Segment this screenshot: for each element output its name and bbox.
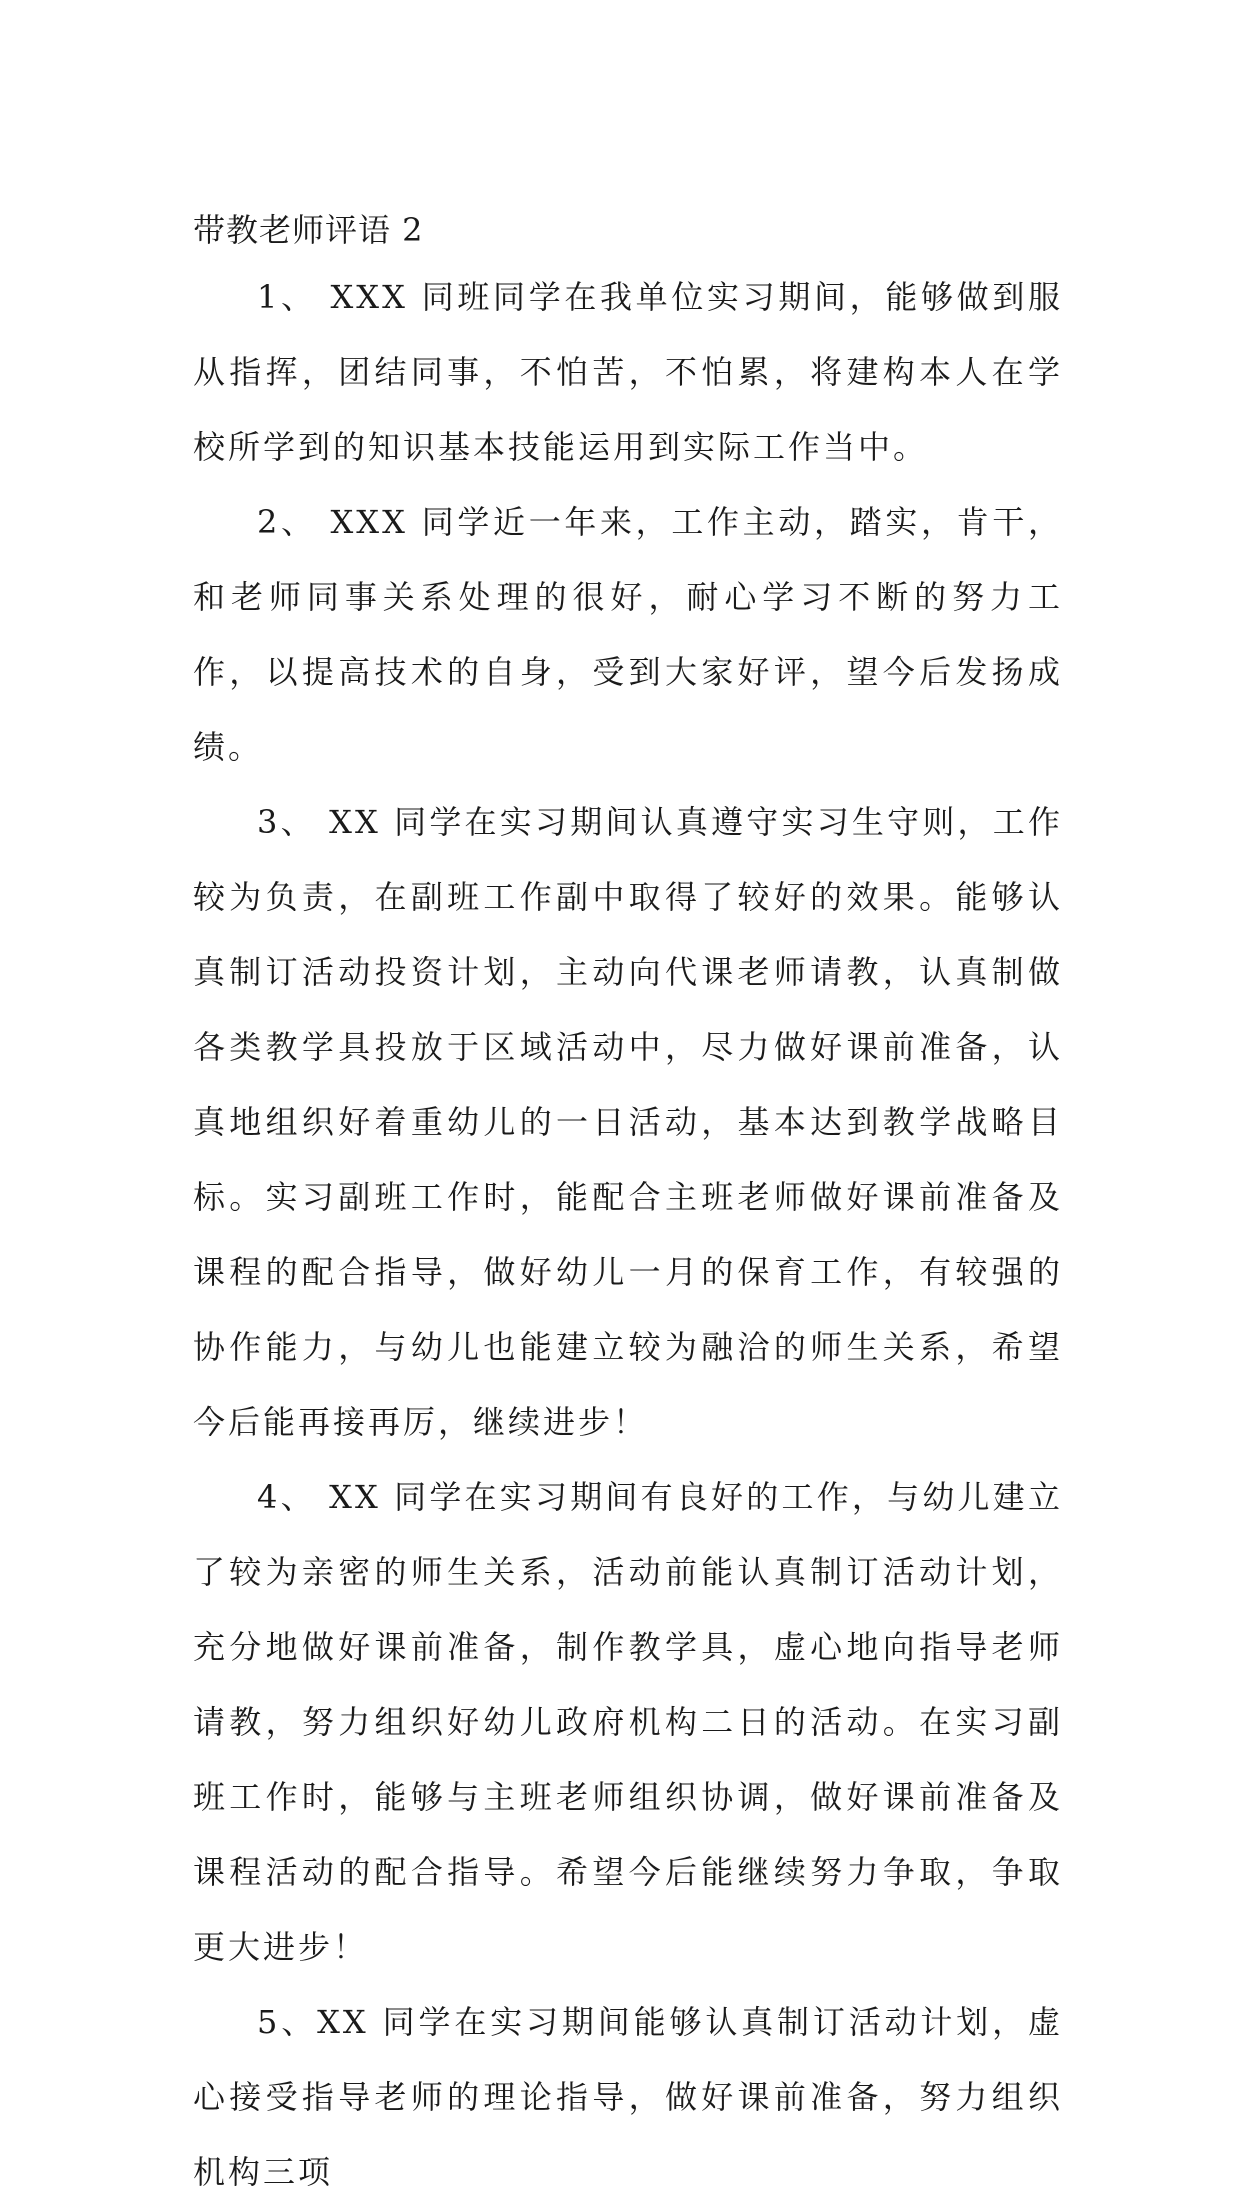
document-title: 带教老师评语 2 — [193, 211, 424, 249]
document-page — [193, 210, 1063, 2210]
paragraph-4: 4、 XX 同学在实习期间有良好的工作，与幼儿建立了较为亲密的师生关系，活动前能认真制订活动计划，充分地做好课前准备，制作教学具，虚心地向指导老师请教，努力组织好幼儿政府机构二日的活动。在实习副班工作时，能够与主班老师组织协调，做好课前准备及课程活动的配合指导。希望今后能继续努力争取，争取更大进步！ — [193, 1478, 1063, 1966]
paragraph-5: 5、XX 同学在实习期间能够认真制订活动计划，虚心接受指导老师的理论指导，做好课前准备，努力组织机构三项 — [193, 2003, 1063, 2191]
paragraph-1: 1、 XXX 同班同学在我单位实习期间，能够做到服从指挥，团结同事，不怕苦，不怕累，将建构本人在学校所学到的知识基本技能运用到实际工作当中。 — [193, 278, 1063, 466]
paragraph-2: 2、 XXX 同学近一年来，工作主动，踏实，肯干，和老师同事关系处理的很好，耐心学习不断的努力工作，以提高技术的自身，受到大家好评，望今后发扬成绩。 — [193, 503, 1063, 766]
paragraph-3: 3、 XX 同学在实习期间认真遵守实习生守则，工作较为负责，在副班工作副中取得了较好的效果。能够认真制订活动投资计划，主动向代课老师请教，认真制做各类教学具投放于区域活动中，尽力做好课前准备，认真地组织好着重幼儿的一日活动，基本达到教学战略目标。实习副班工作时，能配合主班老师做好课前准备及课程的配合指导，做好幼儿一月的保育工作，有较强的协作能力，与幼儿也能建立较为融洽的师生关系，希望今后能再接再厉，继续进步！ — [193, 803, 1063, 1441]
